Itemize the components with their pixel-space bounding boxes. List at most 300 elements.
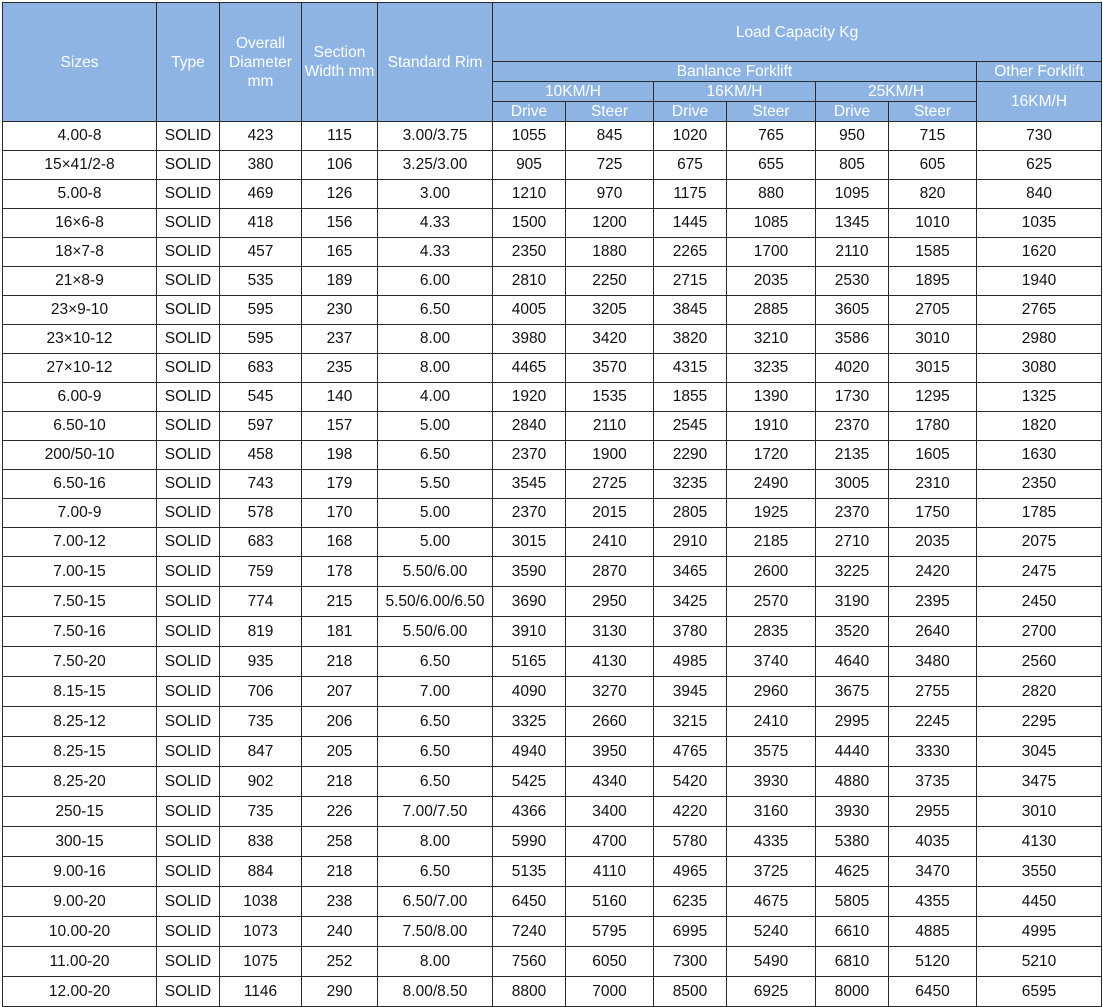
cell-16kmh-steer: 4335	[727, 827, 816, 857]
cell-standard-rim: 6.50	[378, 296, 493, 325]
cell-10kmh-steer: 2870	[566, 557, 654, 587]
cell-10kmh-steer: 6050	[566, 947, 654, 977]
cell-10kmh-steer: 845	[566, 122, 654, 151]
cell-other-16kmh: 5210	[977, 947, 1102, 977]
cell-section-width: 181	[302, 617, 378, 647]
cell-size: 15×41/2-8	[3, 151, 157, 180]
cell-type: SOLID	[157, 977, 220, 1007]
cell-10kmh-steer: 4130	[566, 647, 654, 677]
cell-standard-rim: 8.00	[378, 827, 493, 857]
cell-size: 8.25-12	[3, 707, 157, 737]
cell-other-16kmh: 6595	[977, 977, 1102, 1007]
cell-other-16kmh: 1325	[977, 383, 1102, 412]
cell-16kmh-drive: 7300	[654, 947, 727, 977]
cell-size: 6.50-16	[3, 470, 157, 499]
cell-16kmh-drive: 4315	[654, 354, 727, 383]
cell-section-width: 168	[302, 528, 378, 557]
cell-overall-diameter: 759	[220, 557, 302, 587]
table-row	[3, 677, 1102, 707]
cell-10kmh-steer: 3420	[566, 325, 654, 354]
cell-size: 7.50-15	[3, 587, 157, 617]
cell-type: SOLID	[157, 557, 220, 587]
cell-16kmh-steer: 765	[727, 122, 816, 151]
cell-25kmh-drive: 4440	[816, 737, 889, 767]
cell-overall-diameter: 735	[220, 797, 302, 827]
cell-standard-rim: 8.00/8.50	[378, 977, 493, 1007]
cell-overall-diameter: 706	[220, 677, 302, 707]
cell-10kmh-drive: 2350	[493, 238, 566, 267]
cell-overall-diameter: 819	[220, 617, 302, 647]
cell-16kmh-steer: 2885	[727, 296, 816, 325]
cell-overall-diameter: 597	[220, 412, 302, 441]
table-row	[3, 238, 1102, 267]
cell-size: 200/50-10	[3, 441, 157, 470]
header-load-capacity: Load Capacity Kg	[493, 3, 1102, 62]
cell-type: SOLID	[157, 947, 220, 977]
cell-section-width: 218	[302, 647, 378, 677]
cell-section-width: 207	[302, 677, 378, 707]
cell-10kmh-steer: 1535	[566, 383, 654, 412]
cell-overall-diameter: 735	[220, 707, 302, 737]
cell-type: SOLID	[157, 677, 220, 707]
cell-10kmh-steer: 2660	[566, 707, 654, 737]
cell-section-width: 178	[302, 557, 378, 587]
cell-25kmh-drive: 3520	[816, 617, 889, 647]
cell-25kmh-drive: 6810	[816, 947, 889, 977]
cell-overall-diameter: 458	[220, 441, 302, 470]
cell-section-width: 235	[302, 354, 378, 383]
cell-section-width: 226	[302, 797, 378, 827]
cell-10kmh-steer: 725	[566, 151, 654, 180]
table-row	[3, 587, 1102, 617]
cell-16kmh-drive: 2715	[654, 267, 727, 296]
cell-25kmh-steer: 1585	[889, 238, 977, 267]
cell-10kmh-drive: 3910	[493, 617, 566, 647]
cell-size: 4.00-8	[3, 122, 157, 151]
cell-25kmh-steer: 5120	[889, 947, 977, 977]
cell-type: SOLID	[157, 354, 220, 383]
cell-standard-rim: 7.00	[378, 677, 493, 707]
cell-other-16kmh: 3550	[977, 857, 1102, 887]
cell-25kmh-drive: 2370	[816, 499, 889, 528]
table-row	[3, 947, 1102, 977]
cell-size: 21×8-9	[3, 267, 157, 296]
cell-16kmh-steer: 1720	[727, 441, 816, 470]
table-row	[3, 441, 1102, 470]
header-section-width: Section Width mm	[302, 3, 378, 122]
cell-type: SOLID	[157, 470, 220, 499]
cell-size: 7.50-16	[3, 617, 157, 647]
cell-10kmh-drive: 1920	[493, 383, 566, 412]
cell-standard-rim: 5.50/6.00	[378, 617, 493, 647]
table-row	[3, 296, 1102, 325]
cell-type: SOLID	[157, 441, 220, 470]
cell-standard-rim: 6.50	[378, 767, 493, 797]
cell-type: SOLID	[157, 707, 220, 737]
cell-type: SOLID	[157, 122, 220, 151]
table-row	[3, 617, 1102, 647]
cell-other-16kmh: 2560	[977, 647, 1102, 677]
cell-overall-diameter: 774	[220, 587, 302, 617]
cell-25kmh-drive: 3586	[816, 325, 889, 354]
cell-section-width: 218	[302, 857, 378, 887]
cell-overall-diameter: 838	[220, 827, 302, 857]
cell-section-width: 126	[302, 180, 378, 209]
cell-type: SOLID	[157, 499, 220, 528]
cell-10kmh-steer: 5160	[566, 887, 654, 917]
cell-10kmh-steer: 3570	[566, 354, 654, 383]
cell-section-width: 106	[302, 151, 378, 180]
cell-10kmh-drive: 905	[493, 151, 566, 180]
table-row	[3, 887, 1102, 917]
cell-standard-rim: 5.00	[378, 412, 493, 441]
cell-25kmh-steer: 6450	[889, 977, 977, 1007]
cell-16kmh-drive: 4220	[654, 797, 727, 827]
cell-16kmh-drive: 1020	[654, 122, 727, 151]
cell-25kmh-drive: 2530	[816, 267, 889, 296]
table-row	[3, 354, 1102, 383]
cell-25kmh-steer: 3470	[889, 857, 977, 887]
cell-10kmh-drive: 3545	[493, 470, 566, 499]
cell-type: SOLID	[157, 857, 220, 887]
cell-standard-rim: 6.50/7.00	[378, 887, 493, 917]
cell-other-16kmh: 2700	[977, 617, 1102, 647]
table-row	[3, 325, 1102, 354]
cell-25kmh-drive: 3675	[816, 677, 889, 707]
cell-10kmh-steer: 2110	[566, 412, 654, 441]
cell-other-16kmh: 2765	[977, 296, 1102, 325]
cell-16kmh-steer: 2490	[727, 470, 816, 499]
cell-overall-diameter: 1146	[220, 977, 302, 1007]
cell-16kmh-drive: 4965	[654, 857, 727, 887]
cell-type: SOLID	[157, 827, 220, 857]
cell-other-16kmh: 4995	[977, 917, 1102, 947]
cell-10kmh-steer: 970	[566, 180, 654, 209]
cell-size: 5.00-8	[3, 180, 157, 209]
cell-type: SOLID	[157, 296, 220, 325]
cell-25kmh-drive: 5380	[816, 827, 889, 857]
cell-10kmh-drive: 2370	[493, 499, 566, 528]
header-speed-16: 16KM/H	[654, 82, 816, 102]
cell-10kmh-drive: 5990	[493, 827, 566, 857]
cell-type: SOLID	[157, 647, 220, 677]
cell-type: SOLID	[157, 267, 220, 296]
cell-other-16kmh: 1630	[977, 441, 1102, 470]
cell-overall-diameter: 1073	[220, 917, 302, 947]
cell-other-16kmh: 1820	[977, 412, 1102, 441]
cell-16kmh-drive: 675	[654, 151, 727, 180]
cell-other-16kmh: 1035	[977, 209, 1102, 238]
cell-25kmh-drive: 8000	[816, 977, 889, 1007]
cell-25kmh-steer: 4885	[889, 917, 977, 947]
cell-10kmh-steer: 1900	[566, 441, 654, 470]
cell-16kmh-steer: 3235	[727, 354, 816, 383]
cell-25kmh-steer: 2705	[889, 296, 977, 325]
cell-10kmh-drive: 7560	[493, 947, 566, 977]
cell-16kmh-steer: 1925	[727, 499, 816, 528]
cell-10kmh-drive: 6450	[493, 887, 566, 917]
cell-standard-rim: 5.50/6.00	[378, 557, 493, 587]
cell-16kmh-steer: 3160	[727, 797, 816, 827]
cell-16kmh-steer: 2570	[727, 587, 816, 617]
cell-10kmh-steer: 4110	[566, 857, 654, 887]
table-row	[3, 528, 1102, 557]
cell-10kmh-steer: 2015	[566, 499, 654, 528]
cell-other-16kmh: 2350	[977, 470, 1102, 499]
cell-section-width: 215	[302, 587, 378, 617]
cell-type: SOLID	[157, 797, 220, 827]
cell-25kmh-drive: 1730	[816, 383, 889, 412]
cell-size: 7.00-12	[3, 528, 157, 557]
cell-25kmh-steer: 2420	[889, 557, 977, 587]
cell-section-width: 165	[302, 238, 378, 267]
cell-25kmh-steer: 2310	[889, 470, 977, 499]
cell-other-16kmh: 3045	[977, 737, 1102, 767]
cell-25kmh-steer: 715	[889, 122, 977, 151]
cell-10kmh-drive: 1210	[493, 180, 566, 209]
cell-16kmh-drive: 2910	[654, 528, 727, 557]
cell-16kmh-drive: 3215	[654, 707, 727, 737]
cell-10kmh-drive: 4005	[493, 296, 566, 325]
cell-25kmh-steer: 4035	[889, 827, 977, 857]
cell-10kmh-drive: 2810	[493, 267, 566, 296]
cell-type: SOLID	[157, 180, 220, 209]
cell-standard-rim: 7.50/8.00	[378, 917, 493, 947]
cell-size: 7.00-9	[3, 499, 157, 528]
cell-overall-diameter: 578	[220, 499, 302, 528]
cell-size: 6.00-9	[3, 383, 157, 412]
cell-standard-rim: 8.00	[378, 947, 493, 977]
cell-25kmh-drive: 3005	[816, 470, 889, 499]
cell-standard-rim: 8.00	[378, 325, 493, 354]
header-other-forklift: Other Forklift	[977, 62, 1102, 82]
cell-16kmh-drive: 6235	[654, 887, 727, 917]
cell-10kmh-steer: 4700	[566, 827, 654, 857]
table-row	[3, 647, 1102, 677]
cell-16kmh-steer: 1700	[727, 238, 816, 267]
cell-16kmh-drive: 3425	[654, 587, 727, 617]
header-drive: Drive	[493, 102, 566, 122]
cell-16kmh-drive: 2545	[654, 412, 727, 441]
cell-10kmh-drive: 8800	[493, 977, 566, 1007]
cell-10kmh-drive: 7240	[493, 917, 566, 947]
cell-10kmh-steer: 3950	[566, 737, 654, 767]
table-row	[3, 180, 1102, 209]
table-row	[3, 857, 1102, 887]
cell-25kmh-steer: 1010	[889, 209, 977, 238]
cell-16kmh-steer: 3210	[727, 325, 816, 354]
cell-size: 27×10-12	[3, 354, 157, 383]
cell-section-width: 252	[302, 947, 378, 977]
cell-25kmh-drive: 2135	[816, 441, 889, 470]
cell-16kmh-drive: 3235	[654, 470, 727, 499]
cell-standard-rim: 5.00	[378, 528, 493, 557]
cell-10kmh-drive: 4090	[493, 677, 566, 707]
cell-10kmh-steer: 2250	[566, 267, 654, 296]
cell-type: SOLID	[157, 587, 220, 617]
cell-10kmh-drive: 4366	[493, 797, 566, 827]
table-row	[3, 917, 1102, 947]
cell-size: 16×6-8	[3, 209, 157, 238]
cell-overall-diameter: 595	[220, 296, 302, 325]
cell-size: 12.00-20	[3, 977, 157, 1007]
cell-25kmh-drive: 3190	[816, 587, 889, 617]
cell-16kmh-steer: 2600	[727, 557, 816, 587]
cell-16kmh-drive: 1855	[654, 383, 727, 412]
table-row	[3, 470, 1102, 499]
cell-overall-diameter: 683	[220, 528, 302, 557]
cell-16kmh-steer: 3575	[727, 737, 816, 767]
cell-16kmh-drive: 2265	[654, 238, 727, 267]
header-drive: Drive	[816, 102, 889, 122]
cell-16kmh-steer: 3740	[727, 647, 816, 677]
cell-size: 7.00-15	[3, 557, 157, 587]
cell-10kmh-steer: 3270	[566, 677, 654, 707]
cell-10kmh-steer: 2410	[566, 528, 654, 557]
cell-16kmh-steer: 2960	[727, 677, 816, 707]
table-row	[3, 151, 1102, 180]
cell-other-16kmh: 730	[977, 122, 1102, 151]
cell-section-width: 218	[302, 767, 378, 797]
cell-25kmh-drive: 2370	[816, 412, 889, 441]
cell-25kmh-steer: 1895	[889, 267, 977, 296]
cell-10kmh-drive: 5425	[493, 767, 566, 797]
cell-25kmh-drive: 3225	[816, 557, 889, 587]
cell-section-width: 170	[302, 499, 378, 528]
cell-size: 11.00-20	[3, 947, 157, 977]
tire-load-capacity-table	[2, 2, 1102, 1007]
cell-size: 8.25-15	[3, 737, 157, 767]
header-steer: Steer	[727, 102, 816, 122]
cell-overall-diameter: 1075	[220, 947, 302, 977]
table-row	[3, 797, 1102, 827]
cell-25kmh-steer: 3330	[889, 737, 977, 767]
cell-type: SOLID	[157, 383, 220, 412]
cell-10kmh-steer: 5795	[566, 917, 654, 947]
cell-16kmh-drive: 5420	[654, 767, 727, 797]
cell-standard-rim: 3.00	[378, 180, 493, 209]
cell-16kmh-steer: 2410	[727, 707, 816, 737]
cell-10kmh-steer: 1880	[566, 238, 654, 267]
cell-standard-rim: 4.33	[378, 209, 493, 238]
cell-16kmh-drive: 6995	[654, 917, 727, 947]
cell-25kmh-drive: 4020	[816, 354, 889, 383]
cell-standard-rim: 6.50	[378, 441, 493, 470]
cell-25kmh-drive: 4640	[816, 647, 889, 677]
cell-other-16kmh: 1940	[977, 267, 1102, 296]
cell-standard-rim: 5.00	[378, 499, 493, 528]
cell-16kmh-steer: 2035	[727, 267, 816, 296]
cell-10kmh-drive: 3590	[493, 557, 566, 587]
cell-size: 6.50-10	[3, 412, 157, 441]
cell-25kmh-steer: 1605	[889, 441, 977, 470]
cell-16kmh-steer: 2835	[727, 617, 816, 647]
cell-16kmh-drive: 3845	[654, 296, 727, 325]
table-body	[3, 122, 1102, 1007]
cell-25kmh-drive: 6610	[816, 917, 889, 947]
cell-10kmh-steer: 4340	[566, 767, 654, 797]
cell-16kmh-steer: 1390	[727, 383, 816, 412]
cell-size: 18×7-8	[3, 238, 157, 267]
cell-standard-rim: 7.00/7.50	[378, 797, 493, 827]
cell-type: SOLID	[157, 617, 220, 647]
cell-type: SOLID	[157, 887, 220, 917]
cell-10kmh-drive: 1500	[493, 209, 566, 238]
cell-section-width: 237	[302, 325, 378, 354]
cell-16kmh-drive: 4985	[654, 647, 727, 677]
cell-section-width: 240	[302, 917, 378, 947]
cell-10kmh-drive: 3015	[493, 528, 566, 557]
cell-section-width: 140	[302, 383, 378, 412]
cell-10kmh-steer: 1200	[566, 209, 654, 238]
cell-other-16kmh: 840	[977, 180, 1102, 209]
cell-10kmh-drive: 4940	[493, 737, 566, 767]
cell-25kmh-drive: 5805	[816, 887, 889, 917]
cell-16kmh-steer: 6925	[727, 977, 816, 1007]
cell-size: 9.00-20	[3, 887, 157, 917]
cell-10kmh-steer: 7000	[566, 977, 654, 1007]
cell-overall-diameter: 847	[220, 737, 302, 767]
table-row	[3, 209, 1102, 238]
header-drive: Drive	[654, 102, 727, 122]
cell-16kmh-steer: 3930	[727, 767, 816, 797]
cell-standard-rim: 6.50	[378, 707, 493, 737]
cell-type: SOLID	[157, 917, 220, 947]
cell-type: SOLID	[157, 767, 220, 797]
cell-16kmh-drive: 2805	[654, 499, 727, 528]
cell-25kmh-drive: 4625	[816, 857, 889, 887]
cell-25kmh-steer: 4355	[889, 887, 977, 917]
cell-overall-diameter: 595	[220, 325, 302, 354]
table-row	[3, 122, 1102, 151]
cell-type: SOLID	[157, 238, 220, 267]
header-other-speed: 16KM/H	[977, 82, 1102, 122]
header-type: Type	[157, 3, 220, 122]
cell-16kmh-steer: 4675	[727, 887, 816, 917]
cell-other-16kmh: 3080	[977, 354, 1102, 383]
cell-section-width: 238	[302, 887, 378, 917]
table-row	[3, 977, 1102, 1007]
cell-section-width: 230	[302, 296, 378, 325]
cell-section-width: 157	[302, 412, 378, 441]
cell-other-16kmh: 1620	[977, 238, 1102, 267]
cell-25kmh-drive: 4880	[816, 767, 889, 797]
table-row	[3, 267, 1102, 296]
cell-standard-rim: 6.50	[378, 737, 493, 767]
cell-overall-diameter: 418	[220, 209, 302, 238]
table-row	[3, 707, 1102, 737]
cell-25kmh-drive: 2110	[816, 238, 889, 267]
cell-overall-diameter: 683	[220, 354, 302, 383]
cell-other-16kmh: 2075	[977, 528, 1102, 557]
cell-25kmh-steer: 2755	[889, 677, 977, 707]
cell-10kmh-steer: 3130	[566, 617, 654, 647]
cell-25kmh-steer: 3015	[889, 354, 977, 383]
cell-10kmh-steer: 2725	[566, 470, 654, 499]
cell-other-16kmh: 2980	[977, 325, 1102, 354]
cell-16kmh-drive: 2290	[654, 441, 727, 470]
cell-16kmh-steer: 1085	[727, 209, 816, 238]
cell-25kmh-steer: 2245	[889, 707, 977, 737]
cell-size: 250-15	[3, 797, 157, 827]
cell-section-width: 189	[302, 267, 378, 296]
cell-25kmh-drive: 3605	[816, 296, 889, 325]
cell-16kmh-steer: 1910	[727, 412, 816, 441]
cell-10kmh-steer: 3400	[566, 797, 654, 827]
cell-overall-diameter: 423	[220, 122, 302, 151]
cell-size: 8.25-20	[3, 767, 157, 797]
cell-section-width: 115	[302, 122, 378, 151]
